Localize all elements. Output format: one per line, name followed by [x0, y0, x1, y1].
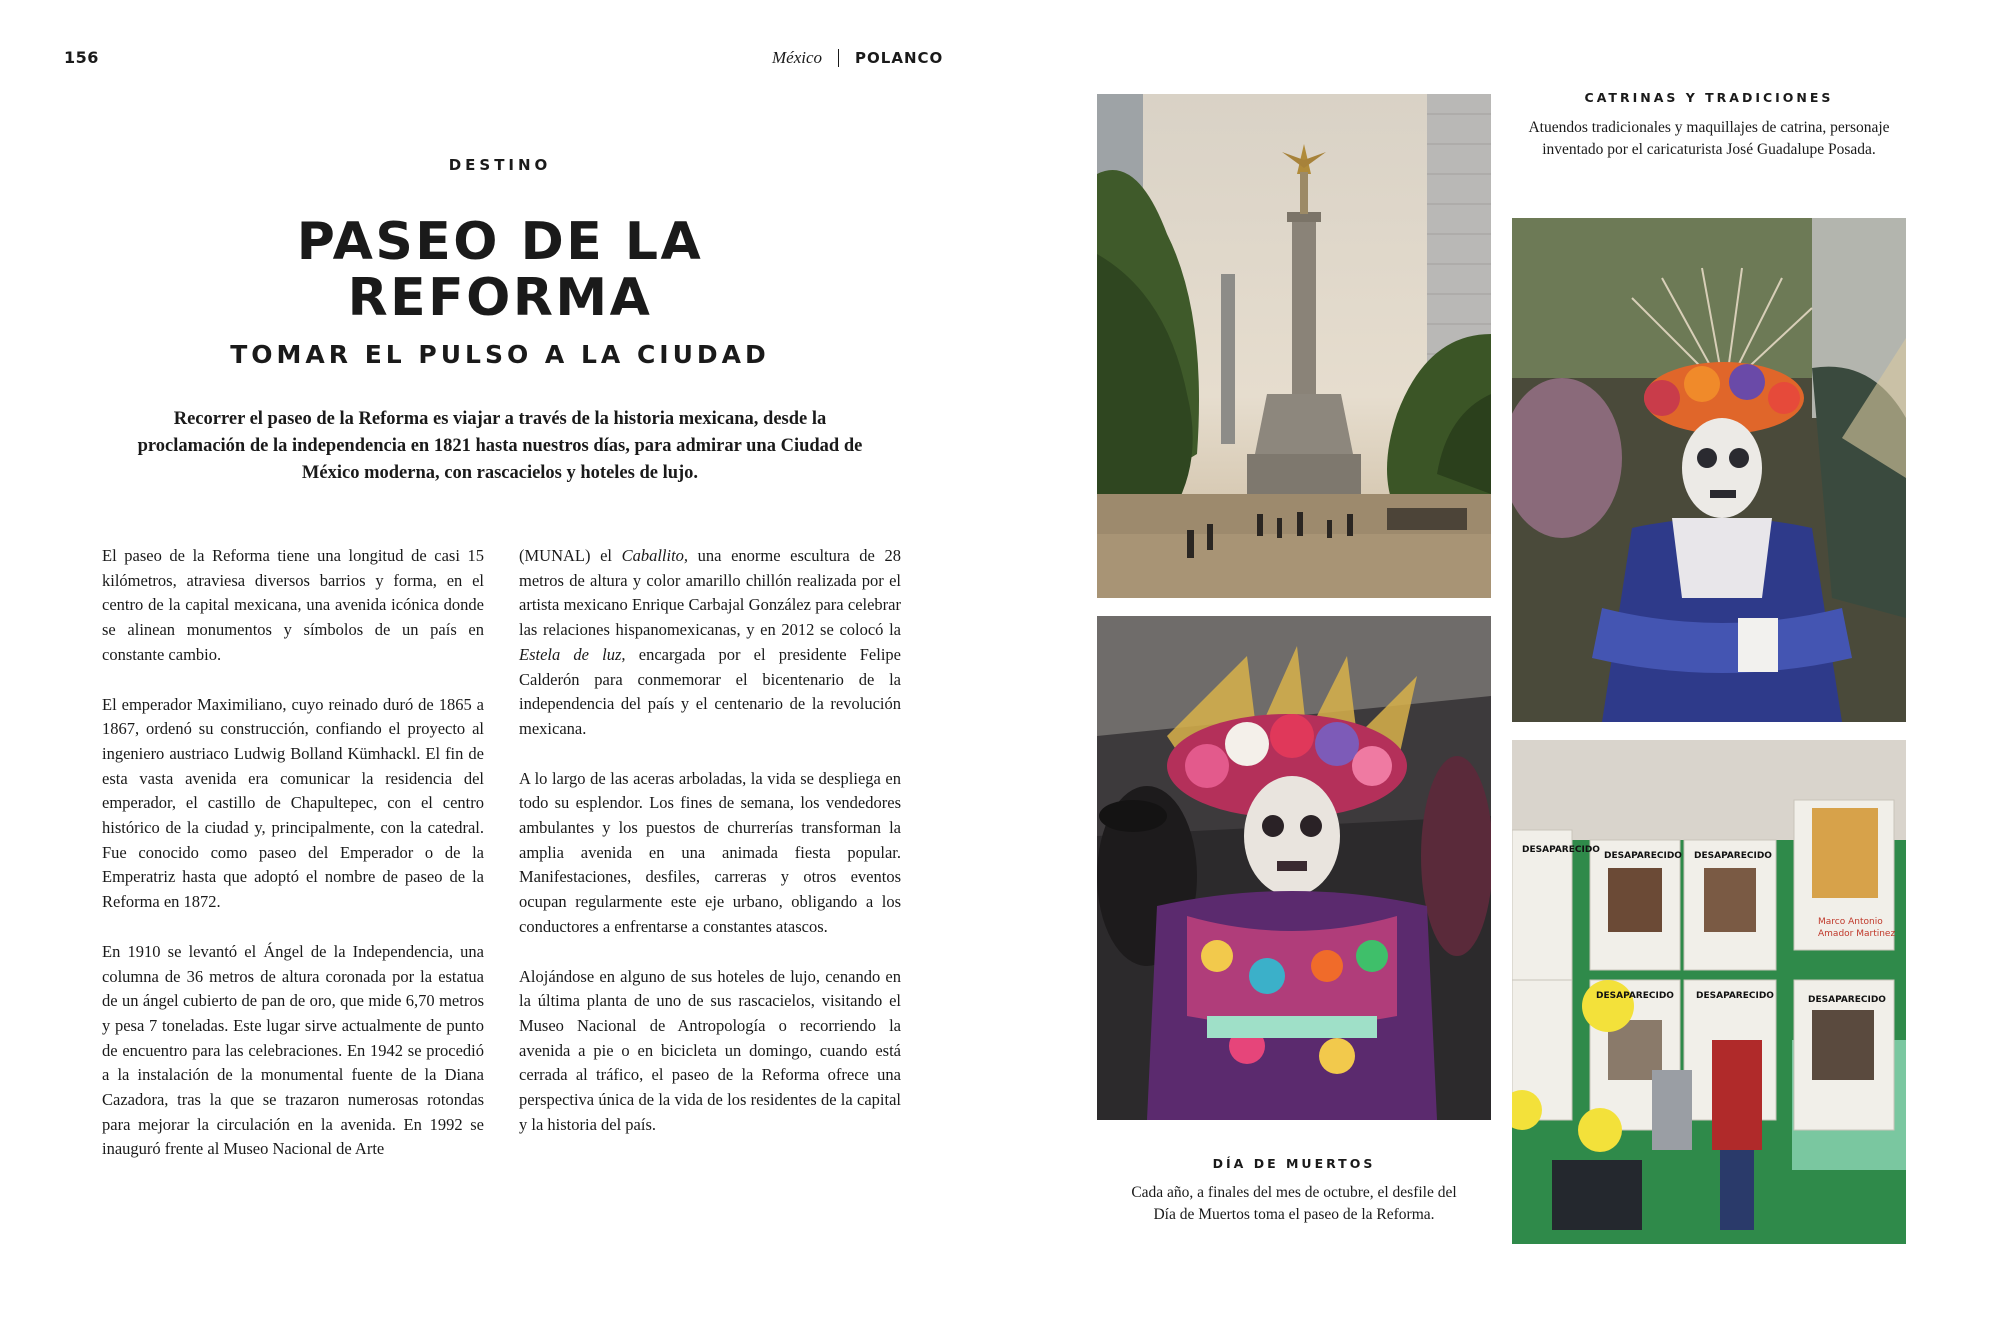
- photo-angel-independencia: [1097, 94, 1491, 598]
- poster-label: DESAPARECIDO: [1522, 845, 1600, 855]
- body-paragraph: En 1910 se levantó el Ángel de la Independencia, una columna de 36 metros de altura coronada por la estatua de un ángel cubierto de pan de oro, que mide 6,70 metros y pesa 7 toneladas. Este lugar sirve actualmente de punto de encuentro para las celebraciones. En 1942 se procedió a la instalación de la monumental fuente de la Diana Cazadora, tras la que se trazaron numerosas rotondas para mejorar la circulación en la avenida. En 1992 se inauguró frente al Museo Nacional de Arte: [102, 941, 484, 1159]
- article-title: [100, 214, 900, 326]
- body-paragraph: El emperador Maximiliano, cuyo reinado duró de 1865 a 1867, ordenó su construcción, confiando el proyecto al ingeniero austriaco Ludwig Bolland Kümhackl. El fin de esta vasta avenida era comunicar la residencia del emperador, el castillo de Chapultepec, con el centro histórico de la ciudad y, principalmente, con la catedral. Fue conocido como paseo del Emperador o de la Emperatriz hasta que adoptó el nombre de paseo de la Reforma en 1872.: [102, 694, 484, 912]
- poster-name: Amador Martinez: [1818, 929, 1896, 939]
- running-head-country: México: [772, 48, 823, 67]
- article-subtitle: TOMAR EL PULSO A LA CIUDAD: [230, 340, 770, 369]
- article-kicker: DESTINO: [448, 156, 552, 174]
- body-paragraph: [519, 544, 901, 742]
- running-head-divider: [838, 49, 839, 67]
- poster-label: DESAPARECIDO: [1694, 851, 1772, 861]
- article-intro: Recorrer el paseo de la Reforma es viajar a través de la historia mexicana, desde la proclamación de la independencia en 1821 hasta nuestros días, para admirar una Ciudad de México moderna, con rascacielos y hoteles de lujo.: [137, 409, 863, 483]
- text-run: encargada por el presidente Felipe Calderón para conmemorar el bicentenario de la independencia del país y el centenario de la revolución mexicana.: [519, 644, 901, 738]
- poster-label: DESAPARECIDO: [1808, 995, 1886, 1005]
- photo-dia-de-muertos: [1097, 616, 1491, 1120]
- caption-title-catrinas: CATRINAS Y TRADICIONES: [1584, 90, 1834, 105]
- article-title-line-1: PASEO DE LA: [296, 212, 704, 272]
- photo-desaparecidos: [1512, 740, 1906, 1244]
- body-column-2: [519, 544, 901, 1162]
- article-title-line-2: REFORMA: [347, 268, 653, 328]
- caption-text-catrinas: Atuendos tradicionales y maquillajes de catrina, personaje inventado por el caricaturista José Guadalupe Posada.: [1528, 119, 1890, 158]
- body-paragraph: El paseo de la Reforma tiene una longitud de casi 15 kilómetros, atraviesa diversos barrios y forma, en el centro de la capital mexicana, una avenida icónica donde se alinean monumentos y símbolos de un país en constante cambio.: [102, 546, 484, 664]
- poster-label: DESAPARECIDO: [1696, 991, 1774, 1001]
- poster-label: DESAPARECIDO: [1596, 991, 1674, 1001]
- poster-name: Marco Antonio: [1818, 917, 1883, 927]
- italic-run: Estela de luz,: [519, 644, 626, 664]
- body-paragraph: Alojándose en alguno de sus hoteles de lujo, cenando en la última planta de uno de sus rascacielos, visitando el Museo Nacional de Antropología o recorriendo la avenida a pie o en bicicleta un domingo, cuando está cerrada al tráfico, el paseo de la Reforma ofrece una perspectiva única de la vida de los residentes de la capital y la historia del país.: [519, 966, 901, 1134]
- caption-title-muertos: DÍA DE MUERTOS: [1212, 1156, 1376, 1171]
- running-head: [772, 48, 943, 68]
- photo-catrina: [1512, 218, 1906, 722]
- running-head-section: POLANCO: [855, 49, 944, 67]
- text-run: una enorme escultura de 28 metros de altura y color amarillo chillón realizada por el artista mexicano Enrique Carbajal González para celebrar las relaciones hispanomexicanas, y en 2012 se colocó la: [519, 546, 901, 640]
- poster-label: DESAPARECIDO: [1604, 851, 1682, 861]
- page-number: 156: [64, 48, 99, 67]
- body-paragraph: A lo largo de las aceras arboladas, la vida se despliega en todo su esplendor. Los fines de semana, los vendedores ambulantes y los puestos de churrerías transforman la amplia avenida en una animada fiesta popular. Manifestaciones, desfiles, carreras y otros eventos ocupan regularmente este eje urbano, obligando a los conductores a enfrentarse a constantes atascos.: [519, 768, 901, 936]
- text-run: (MUNAL) el: [519, 546, 622, 565]
- italic-run: Caballito,: [621, 546, 689, 565]
- caption-text-muertos: Cada año, a finales del mes de octubre, el desfile del Día de Muertos toma el paseo de la Reforma.: [1131, 1184, 1457, 1223]
- body-column-1: [102, 544, 484, 1187]
